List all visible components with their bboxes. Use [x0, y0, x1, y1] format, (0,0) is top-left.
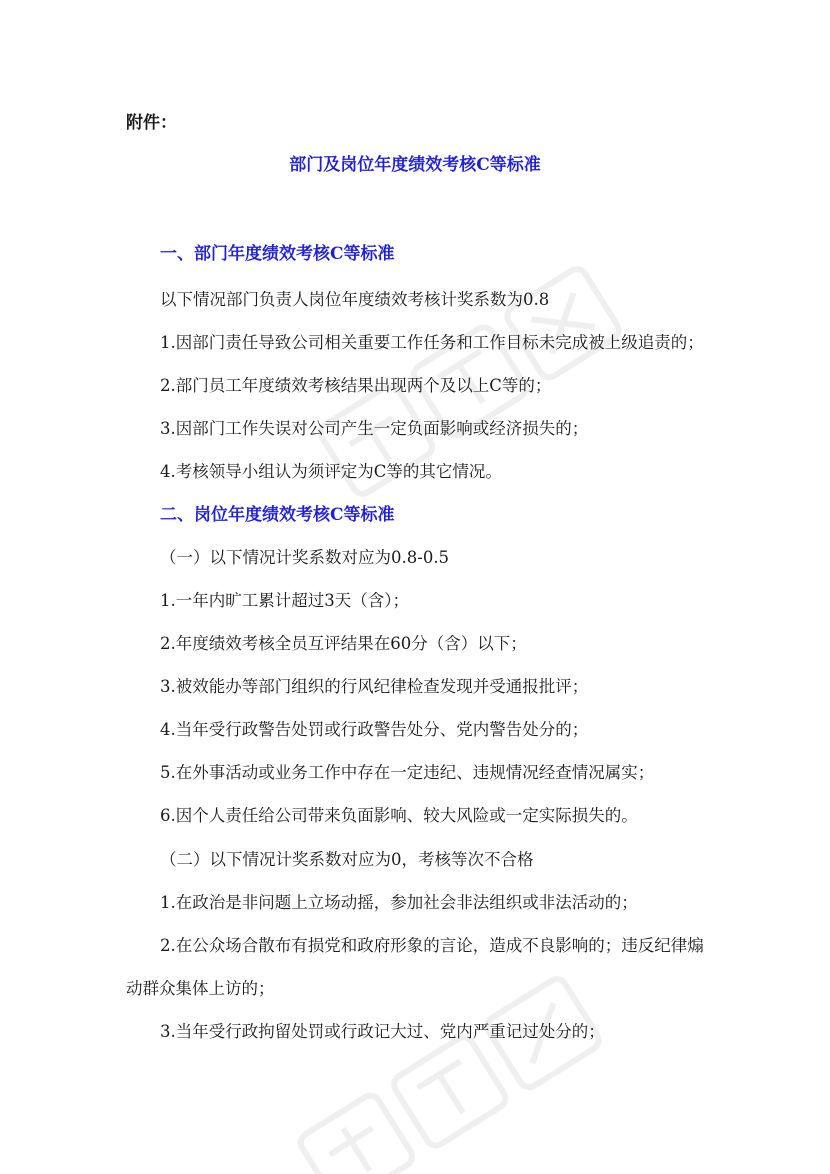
subsection-1-item: 4.当年受行政警告处罚或行政警告处分、党内警告处分的；: [160, 720, 589, 739]
subsection-1-item: 1.一年内旷工累计超过3天（含）；: [160, 591, 409, 610]
subsection-1-item: 3.被效能办等部门组织的行风纪律检查发现并受通报批评；: [160, 677, 589, 696]
section-1-item: 1.因部门责任导致公司相关重要工作任务和工作目标未完成被上级追责的；: [160, 333, 704, 352]
section-1-intro: 以下情况部门负责人岗位年度绩效考核计奖系数为0.8: [160, 290, 550, 309]
subsection-2-item: 1.在政治是非问题上立场动摇，参加社会非法组织或非法活动的；: [160, 893, 638, 912]
section-1-item: 3.因部门工作失误对公司产生一定负面影响或经济损失的；: [160, 419, 589, 438]
attachment-label: 附件：: [126, 113, 177, 133]
subsection-1-item: 6.因个人责任给公司带来负面影响、较大风险或一定实际损失的。: [160, 806, 638, 825]
subsection-1-item: 2.年度绩效考核全员互评结果在60分（含）以下；: [160, 634, 527, 653]
section-1-item: 2.部门员工年度绩效考核结果出现两个及以上C等的；: [160, 376, 552, 395]
subsection-1-item: 5.在外事活动或业务工作中存在一定违纪、违规情况经查情况属实；: [160, 763, 655, 782]
section-1-item: 4.考核领导小组认为须评定为C等的其它情况。: [160, 462, 502, 481]
section-2-heading: 二、岗位年度绩效考核C等标准: [160, 505, 395, 525]
subsection-2-item: 2.在公众场合散布有损党和政府形象的言论，造成不良影响的；违反纪律煽: [160, 936, 704, 955]
section-1-heading: 一、部门年度绩效考核C等标准: [160, 244, 395, 264]
document-title: 部门及岗位年度绩效考核C等标准: [289, 155, 541, 175]
subsection-1-intro: （一）以下情况计奖系数对应为0.8-0.5: [160, 548, 450, 567]
subsection-2-item-continuation: 动群众集体上访的；: [126, 979, 275, 998]
subsection-2-item: 3.当年受行政拘留处罚或行政记大过、党内严重记过处分的；: [160, 1022, 605, 1041]
subsection-2-intro: （二）以下情况计奖系数对应为0，考核等次不合格: [160, 850, 534, 869]
